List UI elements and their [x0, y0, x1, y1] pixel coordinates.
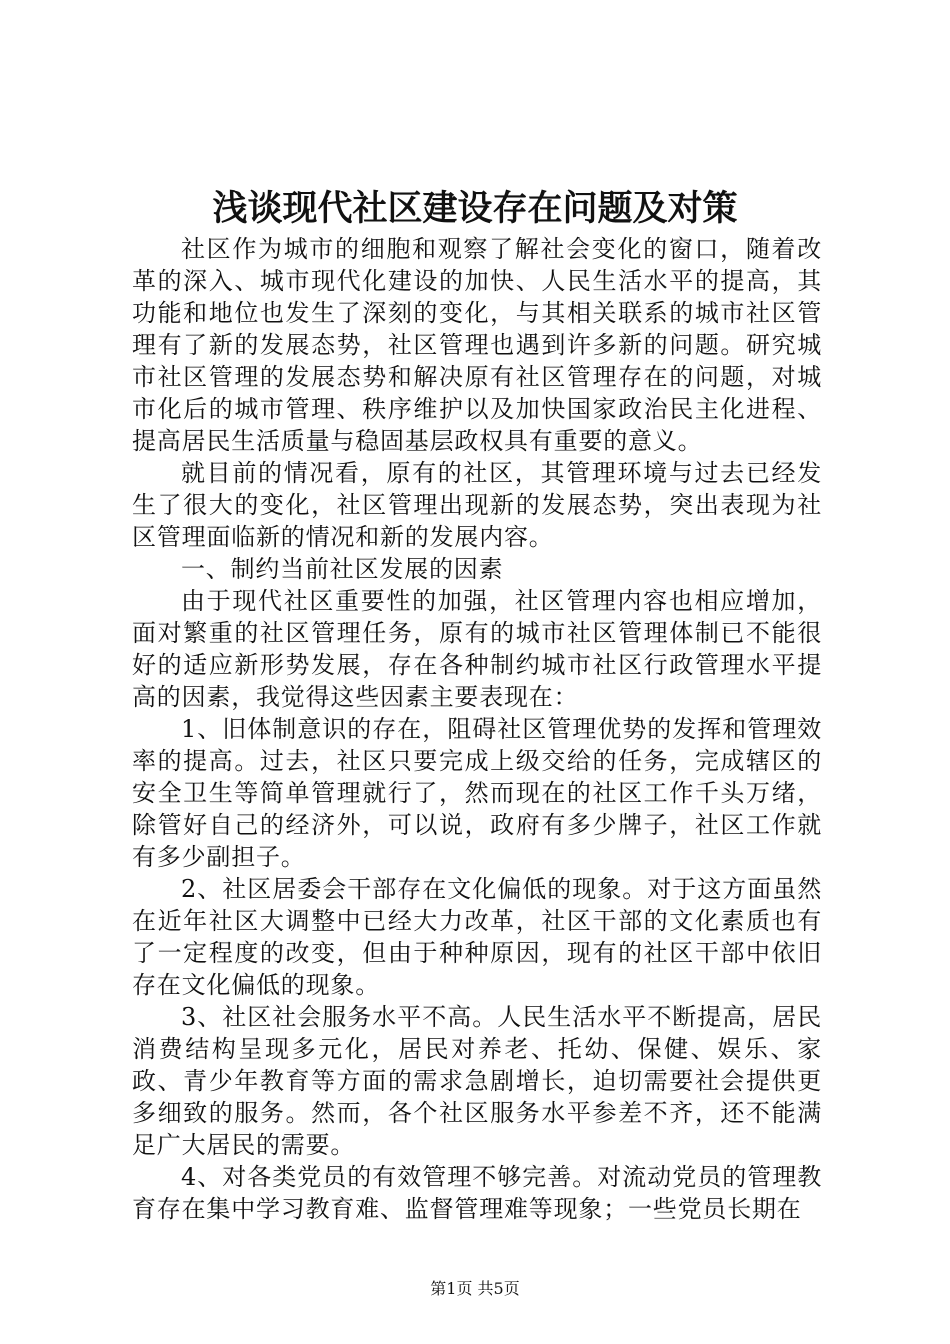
- paragraph: 3、社区社会服务水平不高。人民生活水平不断提高，居民消费结构呈现多元化，居民对养老、托幼、保健、娱乐、家政、青少年教育等方面的需求急剧增长，迫切需要社会提供更多细致的服务。然而，各个社区服务水平参差不齐，还不能满足广大居民的需要。: [132, 1003, 822, 1159]
- section-heading: 一、制约当前社区发展的因素: [181, 555, 504, 583]
- document-body: [132, 233, 822, 1225]
- page-footer: 第1页 共5页: [430, 1279, 520, 1298]
- paragraph: 2、社区居委会干部存在文化偏低的现象。对于这方面虽然在近年社区大调整中已经大力改革，社区干部的文化素质也有了一定程度的改变，但由于种种原因，现有的社区干部中依旧存在文化偏低的现象。: [132, 875, 822, 999]
- paragraph: 由于现代社区重要性的加强，社区管理内容也相应增加，面对繁重的社区管理任务，原有的城市社区管理体制已不能很好的适应新形势发展，存在各种制约城市社区行政管理水平提高的因素，我觉得这些因素主要表现在：: [132, 587, 822, 711]
- paragraph: 就目前的情况看，原有的社区，其管理环境与过去已经发生了很大的变化，社区管理出现新的发展态势，突出表现为社区管理面临新的情况和新的发展内容。: [132, 459, 822, 551]
- paragraph: 1、旧体制意识的存在，阻碍社区管理优势的发挥和管理效率的提高。过去，社区只要完成上级交给的任务，完成辖区的安全卫生等简单管理就行了，然而现在的社区工作千头万绪，除管好自己的经济外，可以说，政府有多少牌子，社区工作就有多少副担子。: [132, 715, 822, 871]
- paragraph: 社区作为城市的细胞和观察了解社会变化的窗口，随着改革的深入、城市现代化建设的加快、人民生活水平的提高，其功能和地位也发生了深刻的变化，与其相关联系的城市社区管理有了新的发展态势，社区管理也遇到许多新的问题。研究城市社区管理的发展态势和解决原有社区管理存在的问题，对城市化后的城市管理、秩序维护以及加快国家政治民主化进程、提高居民生活质量与稳固基层政权具有重要的意义。: [132, 235, 822, 455]
- document-title: 浅谈现代社区建设存在问题及对策: [212, 188, 738, 229]
- paragraph: 4、对各类党员的有效管理不够完善。对流动党员的管理教育存在集中学习教育难、监督管理难等现象；一些党员长期在: [132, 1163, 822, 1223]
